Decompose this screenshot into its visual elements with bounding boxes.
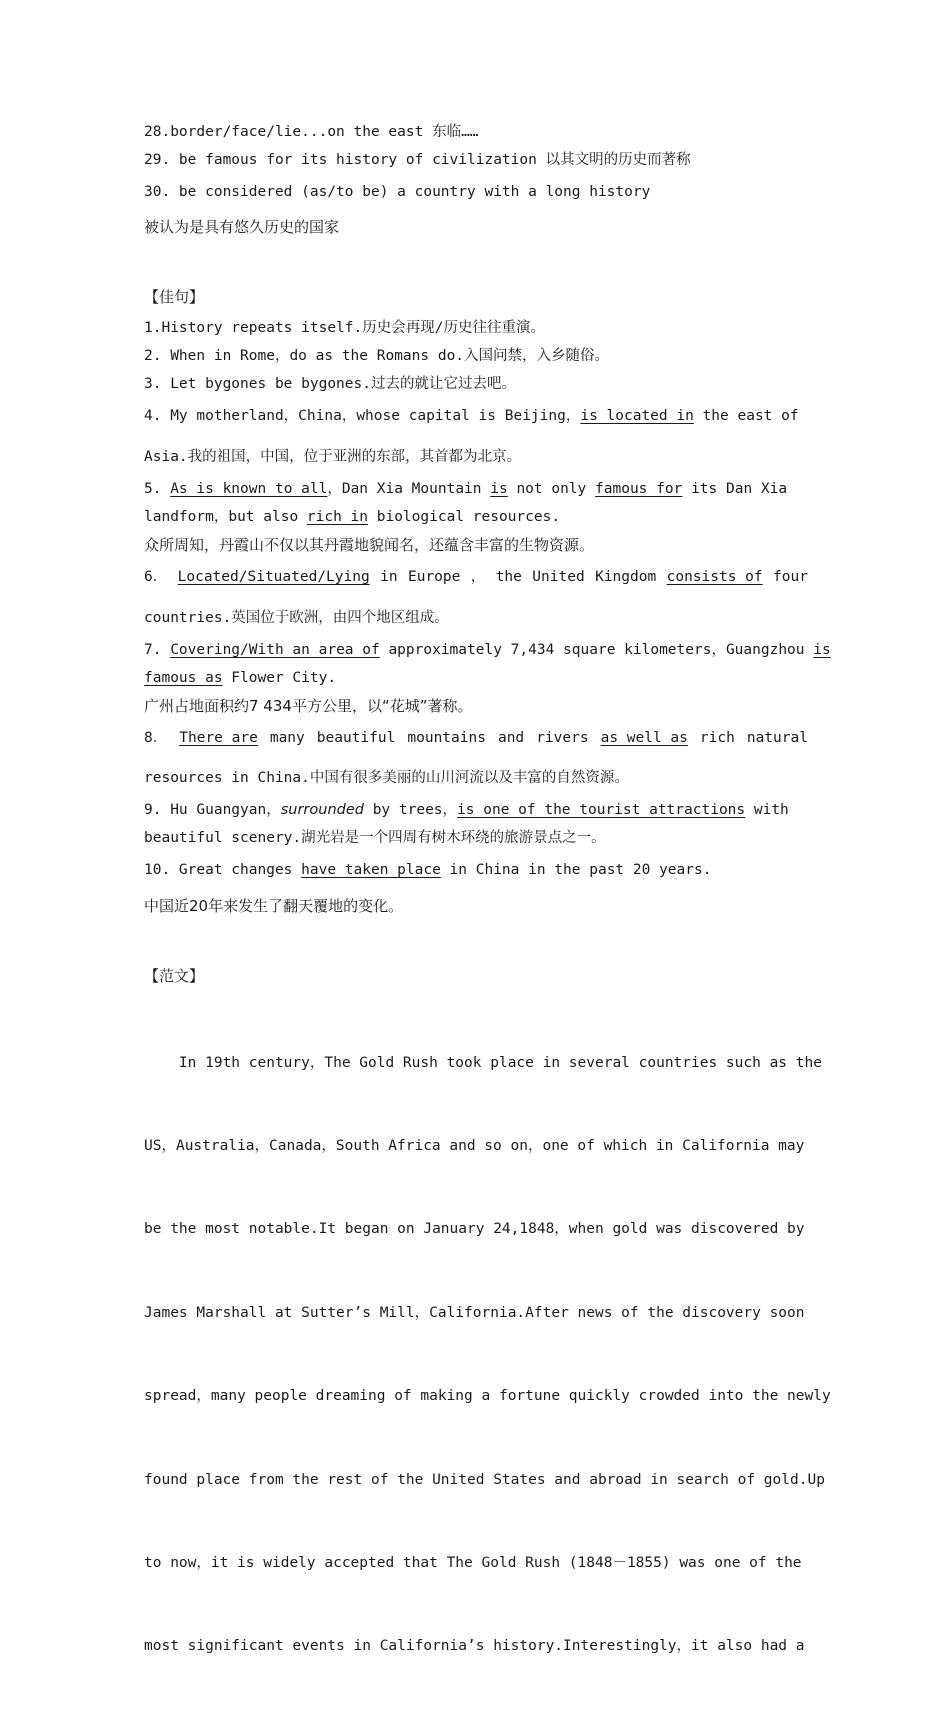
sentence-6-number: 6． — [144, 569, 168, 585]
sentence-6-line-2: countries.英国位于欧洲，由四个地区组成。 — [144, 610, 449, 626]
sentence-8-line-2: resources in China.中国有很多美丽的山川河流以及丰富的自然资源。 — [144, 770, 629, 786]
sentence-5-text-b: not only — [507, 481, 596, 497]
phrase-30: 30. be considered (as/to be) a country with a long history — [144, 184, 651, 200]
essay-heading: 【范文】 — [144, 967, 205, 985]
sentence-8-line-1 — [144, 728, 808, 748]
essay-line: be the most notable.It began on January 24,1848，when gold was discovered by — [144, 1221, 805, 1238]
sentence-10-text-a: 10. Great changes — [144, 862, 302, 878]
sentence-8-number: 8． — [144, 730, 168, 746]
sentence-9-text-a: by trees， — [363, 802, 458, 818]
sentence-8-word: mountains — [407, 730, 486, 746]
sentence-2: 2. When in Rome，do as the Romans do.入国问禁，入乡随俗。 — [144, 348, 610, 364]
sentence-9-text-n: 9. Hu Guangyan， — [144, 802, 281, 818]
sentence-6-word: in — [380, 569, 398, 585]
sentence-5-underline-1: As is known to all — [170, 481, 328, 497]
sentence-6-line-1 — [144, 567, 808, 587]
sentence-6-word: four — [773, 569, 808, 585]
sentence-6-word: Europe — [407, 569, 461, 585]
sentence-5-underline-2: is — [490, 481, 508, 497]
sentence-6-word: ， — [470, 569, 486, 585]
sentence-9-line-2: beautiful scenery.湖光岩是一个四周有树木环绕的旅游景点之一。 — [144, 830, 606, 846]
sentence-9-italic: surrounded — [280, 802, 364, 818]
sentence-5-line-1 — [144, 479, 808, 499]
sentence-8-underline-1: There are — [179, 730, 258, 746]
sentence-6-word: Kingdom — [595, 569, 657, 585]
sentence-5-text-l2a: landform，but also — [144, 509, 307, 525]
phrase-30-translation: 被认为是具有悠久历史的国家 — [144, 218, 340, 236]
sentence-7-number: 7. — [144, 642, 171, 658]
sentence-7-line-1 — [144, 640, 831, 660]
sentence-7-text-b: Flower City. — [222, 670, 337, 686]
sentence-8-word: and — [497, 730, 525, 746]
essay-line: to now，it is widely accepted that The Gold Rush (1848－1855) was one of the — [144, 1554, 802, 1571]
phrase-29: 29. be famous for its history of civilization 以其文明的历史而著称 — [144, 152, 691, 168]
essay-line: found place from the rest of the United States and abroad in search of gold.Up — [144, 1471, 825, 1488]
sentence-7-underline-2: is — [813, 642, 831, 658]
sentence-5-text-a: ，Dan Xia Mountain — [327, 481, 491, 497]
sentence-1: 1.History repeats itself.历史会再现/历史往往重演。 — [144, 320, 545, 336]
sentence-9-line-1 — [144, 800, 808, 820]
sentence-10-underline-1: have taken place — [301, 862, 441, 878]
essay-line: In 19th century，The Gold Rush took place in several countries such as the — [144, 1054, 822, 1071]
sentence-5-number: 5. — [144, 481, 171, 497]
sentence-3: 3. Let bygones be bygones.过去的就让它过去吧。 — [144, 376, 516, 392]
sentence-4-line-2: Asia.我的祖国，中国，位于亚洲的东部，其首都为北京。 — [144, 449, 522, 465]
sentence-8-word: beautiful — [316, 730, 396, 746]
sentence-8-word: many — [269, 730, 305, 746]
sentence-6-underline-2: consists of — [666, 569, 763, 585]
sentence-7-underline-3: famous as — [144, 670, 223, 686]
sentence-5-underline-4: rich in — [306, 509, 369, 525]
sentences-heading: 【佳句】 — [144, 288, 205, 306]
sentence-6-word: United — [532, 569, 585, 585]
sentence-4-text-b: the east of — [693, 408, 799, 424]
sentence-9-text-b: with — [745, 802, 789, 818]
essay-paragraph — [144, 994, 831, 1717]
sentence-10-line-1 — [144, 860, 808, 880]
sentence-5-translation: 众所周知，丹霞山不仅以其丹霞地貌闻名，还蕴含丰富的生物资源。 — [144, 536, 595, 554]
essay-line: US，Australia，Canada，South Africa and so on，one of which in California may — [144, 1137, 805, 1154]
sentence-10-text-b: in China in the past 20 years. — [440, 862, 712, 878]
sentence-7-translation: 广州占地面积约7 434平方公里，以“花城”著称。 — [144, 697, 473, 715]
sentence-10-translation: 中国近20年来发生了翻天覆地的变化。 — [144, 897, 404, 915]
sentence-5-line-2 — [144, 507, 808, 527]
sentence-7-text-a: approximately 7,434 square kilometers，Guangzhou — [379, 642, 814, 658]
phrase-28: 28.border/face/lie...on the east 东临…… — [144, 124, 479, 140]
sentence-7-line-2 — [144, 668, 808, 688]
sentence-8-word: rivers — [536, 730, 589, 746]
sentence-8-word: natural — [746, 730, 808, 746]
sentence-5-text-c: its Dan Xia — [682, 481, 788, 497]
sentence-6-word: the — [495, 569, 522, 585]
sentence-8-underline-2: as well as — [600, 730, 688, 746]
sentence-5-text-l2b: biological resources. — [368, 509, 561, 525]
essay-line: James Marshall at Sutter’s Mill，California.After news of the discovery soon — [144, 1304, 805, 1321]
sentence-5-underline-3: famous for — [595, 481, 683, 497]
essay-line: most significant events in California’s history.Interestingly，it also had a — [144, 1638, 805, 1655]
sentence-4-text-a: 4. My motherland，China，whose capital is Beijing， — [144, 408, 581, 424]
sentence-8-word: rich — [699, 730, 735, 746]
sentence-9-underline-1: is one of the tourist attractions — [457, 802, 746, 818]
essay-line: spread，many people dreaming of making a fortune quickly crowded into the newly — [144, 1388, 831, 1405]
sentence-4-underline-1: is located in — [580, 408, 694, 424]
sentence-4-line-1 — [144, 406, 808, 426]
sentence-7-underline-1: Covering/With an area of — [170, 642, 380, 658]
sentence-6-underline-1: Located/Situated/Lying — [177, 569, 370, 585]
